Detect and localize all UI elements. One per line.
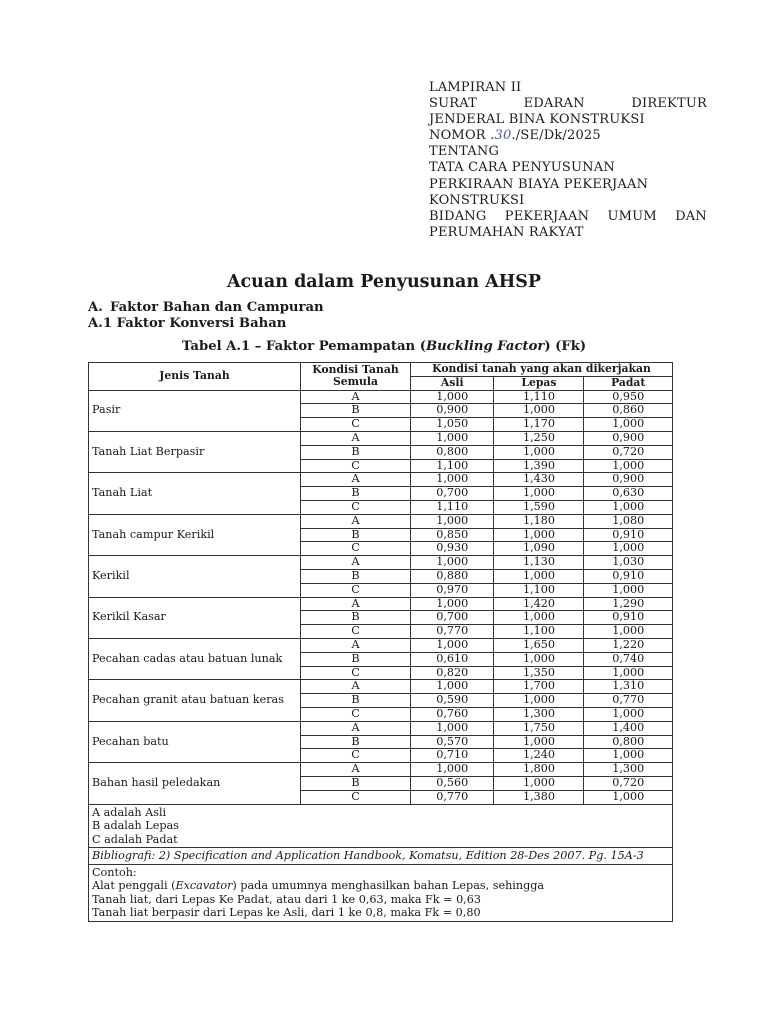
padat-cell: 0,740 — [584, 652, 673, 666]
lepas-cell: 1,430 — [494, 473, 584, 487]
jenis-tanah-cell: Kerikil Kasar — [89, 597, 301, 638]
padat-cell: 1,000 — [584, 459, 673, 473]
lepas-cell: 1,000 — [494, 652, 584, 666]
buckling-factor-table — [88, 362, 673, 922]
lepas-cell: 1,090 — [494, 542, 584, 556]
table-row — [89, 390, 673, 404]
kondisi-cell: C — [301, 418, 411, 432]
kondisi-cell: B — [301, 776, 411, 790]
lampiran-word: SURAT — [429, 96, 477, 112]
asli-cell: 0,850 — [411, 528, 494, 542]
kondisi-cell: C — [301, 542, 411, 556]
kondisi-cell: C — [301, 583, 411, 597]
padat-cell: 0,900 — [584, 431, 673, 445]
section-a-label: A. — [88, 300, 103, 315]
padat-cell: 1,000 — [584, 500, 673, 514]
padat-cell: 0,910 — [584, 569, 673, 583]
table-row — [89, 473, 673, 487]
kondisi-cell: C — [301, 666, 411, 680]
kondisi-cell: B — [301, 487, 411, 501]
lampiran-word: PEKERJAAN — [504, 208, 590, 224]
lampiran-line: JENDERAL BINA KONSTRUKSI — [429, 112, 645, 128]
asli-cell: 1,110 — [411, 500, 494, 514]
lepas-cell: 1,000 — [494, 569, 584, 583]
lepas-cell: 1,420 — [494, 597, 584, 611]
padat-cell: 1,000 — [584, 790, 673, 804]
lepas-cell: 1,100 — [494, 625, 584, 639]
kondisi-cell: A — [301, 514, 411, 528]
padat-cell: 1,220 — [584, 638, 673, 652]
header-kondisi-kerja: Kondisi tanah yang akan dikerjakan — [411, 363, 673, 377]
table-row — [89, 763, 673, 777]
caption-italic: Buckling Factor — [425, 339, 545, 354]
lampiran-header — [429, 80, 707, 241]
padat-cell: 0,910 — [584, 611, 673, 625]
contoh-line: Tanah liat, dari Lepas Ke Padat, atau dari 1 ke 0,63, maka Fk = 0,63 — [92, 892, 481, 906]
lepas-cell: 1,000 — [494, 611, 584, 625]
lepas-cell: 1,300 — [494, 707, 584, 721]
bibliografi-cell: Bibliografi: 2) Specification and Application Handbook, Komatsu, Edition 28-Des 2007. Pg. 15A-3 — [89, 848, 673, 865]
lampiran-line-nomor — [429, 128, 707, 144]
padat-cell: 0,800 — [584, 735, 673, 749]
lampiran-line: PERKIRAAN BIAYA PEKERJAAN — [429, 176, 649, 192]
bibliografi-row — [89, 848, 673, 865]
jenis-tanah-cell: Pecahan cadas atau batuan lunak — [89, 638, 301, 679]
legend-line: B adalah Lepas — [92, 819, 179, 832]
kondisi-cell: A — [301, 721, 411, 735]
kondisi-cell: A — [301, 638, 411, 652]
lampiran-word: DIREKTUR — [631, 96, 707, 112]
jenis-tanah-cell: Kerikil — [89, 556, 301, 597]
contoh-line1-italic: Excavator — [175, 879, 233, 892]
lepas-cell: 1,000 — [494, 404, 584, 418]
header-jenis-tanah: Jenis Tanah — [89, 363, 301, 391]
document-title: Acuan dalam Penyusunan AHSP — [226, 272, 542, 292]
lepas-cell: 1,350 — [494, 666, 584, 680]
kondisi-cell: C — [301, 707, 411, 721]
asli-cell: 0,770 — [411, 790, 494, 804]
asli-cell: 0,560 — [411, 776, 494, 790]
contoh-line: Tanah liat berpasir dari Lepas ke Asli, dari 1 ke 0,8, maka Fk = 0,80 — [92, 906, 481, 919]
lepas-cell: 1,240 — [494, 749, 584, 763]
kondisi-cell: B — [301, 528, 411, 542]
lepas-cell: 1,170 — [494, 418, 584, 432]
contoh-line1-prefix: Alat penggali ( — [92, 879, 176, 892]
kondisi-cell: C — [301, 625, 411, 639]
table-row — [89, 556, 673, 570]
contoh-line — [92, 879, 669, 893]
lepas-cell: 1,000 — [494, 776, 584, 790]
kondisi-cell: A — [301, 597, 411, 611]
kondisi-cell: B — [301, 611, 411, 625]
table-row — [89, 597, 673, 611]
asli-cell: 1,000 — [411, 390, 494, 404]
section-a1-heading: A.1 Faktor Konversi Bahan — [88, 316, 287, 331]
header-kondisi-semula: Kondisi Tanah Semula — [301, 363, 411, 391]
kondisi-cell: C — [301, 749, 411, 763]
contoh-label: Contoh: — [92, 865, 137, 879]
table-row — [89, 680, 673, 694]
lampiran-word: DAN — [675, 208, 707, 224]
lepas-cell: 1,110 — [494, 390, 584, 404]
header-lepas: Lepas — [494, 376, 584, 390]
asli-cell: 0,820 — [411, 666, 494, 680]
table-row — [89, 514, 673, 528]
kondisi-cell: C — [301, 459, 411, 473]
asli-cell: 1,000 — [411, 680, 494, 694]
nomor-prefix: NOMOR . — [429, 128, 495, 144]
lepas-cell: 1,700 — [494, 680, 584, 694]
padat-cell: 1,310 — [584, 680, 673, 694]
lampiran-line: PERUMAHAN RAKYAT — [429, 224, 584, 240]
jenis-tanah-cell: Tanah Liat Berpasir — [89, 431, 301, 472]
kondisi-cell: B — [301, 735, 411, 749]
jenis-tanah-cell: Tanah campur Kerikil — [89, 514, 301, 555]
padat-cell: 1,290 — [584, 597, 673, 611]
lepas-cell: 1,000 — [494, 445, 584, 459]
nomor-suffix: ./SE/Dk/2025 — [511, 128, 601, 144]
asli-cell: 0,590 — [411, 694, 494, 708]
kondisi-cell: A — [301, 473, 411, 487]
asli-cell: 1,000 — [411, 473, 494, 487]
table-caption — [0, 339, 768, 354]
asli-cell: 1,000 — [411, 638, 494, 652]
lepas-cell: 1,000 — [494, 528, 584, 542]
asli-cell: 1,000 — [411, 597, 494, 611]
asli-cell: 0,610 — [411, 652, 494, 666]
lampiran-line: TENTANG — [429, 144, 500, 160]
legend-cell — [89, 804, 673, 848]
legend-line: A adalah Asli — [92, 805, 167, 819]
padat-cell: 0,720 — [584, 445, 673, 459]
asli-cell: 0,970 — [411, 583, 494, 597]
contoh-line1-suffix: ) pada umumnya menghasilkan bahan Lepas, sehingga — [232, 879, 545, 892]
asli-cell: 0,800 — [411, 445, 494, 459]
lepas-cell: 1,590 — [494, 500, 584, 514]
asli-cell: 1,000 — [411, 556, 494, 570]
asli-cell: 1,050 — [411, 418, 494, 432]
caption-suffix: ) (Fk) — [544, 339, 587, 354]
header-padat: Padat — [584, 376, 673, 390]
lepas-cell: 1,180 — [494, 514, 584, 528]
asli-cell: 0,760 — [411, 707, 494, 721]
legend-line: C adalah Padat — [92, 832, 178, 846]
asli-cell: 1,000 — [411, 514, 494, 528]
lampiran-line: TATA CARA PENYUSUNAN — [429, 160, 615, 176]
lepas-cell: 1,750 — [494, 721, 584, 735]
kondisi-cell: A — [301, 680, 411, 694]
jenis-tanah-cell: Tanah Liat — [89, 473, 301, 514]
padat-cell: 0,910 — [584, 528, 673, 542]
lampiran-word: UMUM — [607, 208, 657, 224]
kondisi-cell: B — [301, 694, 411, 708]
table-row — [89, 431, 673, 445]
kondisi-cell: A — [301, 390, 411, 404]
caption-prefix: Tabel A.1 – Faktor Pemampatan ( — [181, 339, 426, 354]
kondisi-cell: A — [301, 763, 411, 777]
lepas-cell: 1,800 — [494, 763, 584, 777]
kondisi-cell: B — [301, 445, 411, 459]
asli-cell: 1,100 — [411, 459, 494, 473]
kondisi-cell: C — [301, 500, 411, 514]
lepas-cell: 1,000 — [494, 735, 584, 749]
jenis-tanah-cell: Pecahan batu — [89, 721, 301, 762]
asli-cell: 1,000 — [411, 763, 494, 777]
lampiran-word: BIDANG — [429, 208, 487, 224]
lampiran-word: EDARAN — [523, 96, 585, 112]
contoh-row — [89, 864, 673, 921]
padat-cell: 0,630 — [584, 487, 673, 501]
padat-cell: 0,860 — [584, 404, 673, 418]
kondisi-cell: B — [301, 404, 411, 418]
asli-cell: 1,000 — [411, 431, 494, 445]
lampiran-line: LAMPIRAN II — [429, 80, 522, 95]
lepas-cell: 1,100 — [494, 583, 584, 597]
nomor-handwritten: 30 — [494, 128, 512, 144]
padat-cell: 1,000 — [584, 666, 673, 680]
lampiran-line-bidang — [429, 209, 707, 225]
asli-cell: 0,930 — [411, 542, 494, 556]
lepas-cell: 1,250 — [494, 431, 584, 445]
padat-cell: 1,400 — [584, 721, 673, 735]
kondisi-cell: B — [301, 652, 411, 666]
padat-cell: 1,080 — [584, 514, 673, 528]
lampiran-line: KONSTRUKSI — [429, 192, 525, 208]
lepas-cell: 1,000 — [494, 487, 584, 501]
padat-cell: 1,030 — [584, 556, 673, 570]
header-asli: Asli — [411, 376, 494, 390]
lepas-cell: 1,130 — [494, 556, 584, 570]
padat-cell: 1,300 — [584, 763, 673, 777]
kondisi-cell: A — [301, 556, 411, 570]
lepas-cell: 1,000 — [494, 694, 584, 708]
jenis-tanah-cell: Pecahan granit atau batuan keras — [89, 680, 301, 721]
lepas-cell: 1,380 — [494, 790, 584, 804]
asli-cell: 0,700 — [411, 487, 494, 501]
jenis-tanah-cell: Pasir — [89, 390, 301, 431]
padat-cell: 1,000 — [584, 749, 673, 763]
contoh-cell — [89, 864, 673, 921]
asli-cell: 0,700 — [411, 611, 494, 625]
table-body — [89, 390, 673, 804]
asli-cell: 1,000 — [411, 721, 494, 735]
padat-cell: 1,000 — [584, 625, 673, 639]
padat-cell: 0,720 — [584, 776, 673, 790]
asli-cell: 0,570 — [411, 735, 494, 749]
legend-row — [89, 804, 673, 848]
lepas-cell: 1,390 — [494, 459, 584, 473]
padat-cell: 0,950 — [584, 390, 673, 404]
asli-cell: 0,900 — [411, 404, 494, 418]
section-a-text: Faktor Bahan dan Campuran — [110, 300, 324, 315]
section-a-heading — [88, 300, 324, 315]
padat-cell: 0,900 — [584, 473, 673, 487]
jenis-tanah-cell: Bahan hasil peledakan — [89, 763, 301, 804]
padat-cell: 0,770 — [584, 694, 673, 708]
table-row — [89, 721, 673, 735]
asli-cell: 0,880 — [411, 569, 494, 583]
padat-cell: 1,000 — [584, 583, 673, 597]
padat-cell: 1,000 — [584, 707, 673, 721]
lepas-cell: 1,650 — [494, 638, 584, 652]
kondisi-cell: C — [301, 790, 411, 804]
table-row — [89, 638, 673, 652]
asli-cell: 0,710 — [411, 749, 494, 763]
kondisi-cell: A — [301, 431, 411, 445]
lampiran-line-surat — [429, 96, 707, 112]
padat-cell: 1,000 — [584, 542, 673, 556]
asli-cell: 0,770 — [411, 625, 494, 639]
padat-cell: 1,000 — [584, 418, 673, 432]
kondisi-cell: B — [301, 569, 411, 583]
